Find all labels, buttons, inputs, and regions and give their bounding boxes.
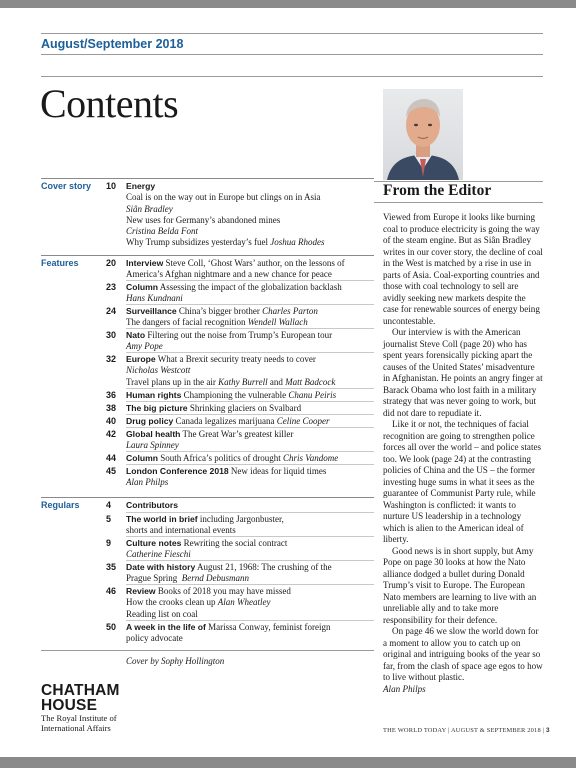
entry-author: Chanu Peiris <box>288 390 337 400</box>
entry-author: Chris Vandome <box>282 453 339 463</box>
page-number: 9 <box>106 538 112 548</box>
editor-photo <box>383 89 463 180</box>
entry-divider <box>126 401 374 402</box>
section-label-cover-story: Cover story <box>41 181 92 191</box>
entry-text: Shrinking glaciers on Svalbard <box>189 403 302 413</box>
entry-kicker: Europe <box>126 354 156 364</box>
entry-conjunction: and <box>269 376 283 387</box>
toc-entry-week-in-the-life[interactable] <box>106 622 376 645</box>
page-number: 20 <box>106 258 117 268</box>
entry-divider <box>126 280 374 281</box>
entry-kicker: Column <box>126 453 158 463</box>
entry-author: Catherine Fieschi <box>126 549 191 560</box>
entry-author: Siân Bradley <box>126 203 173 214</box>
table-of-contents <box>41 0 374 768</box>
toc-entry-europe[interactable] <box>106 354 376 388</box>
editor-heading: From the Editor <box>383 182 492 199</box>
entry-author: Celine Cooper <box>276 416 330 426</box>
logo-subtitle-line: International Affairs <box>41 723 111 733</box>
page-number: 35 <box>106 562 117 572</box>
entry-author: Charles Parton <box>262 306 318 316</box>
entry-text: August 21, 1968: The crushing of the <box>197 562 332 572</box>
entry-author: Hans Kundnani <box>126 293 183 304</box>
toc-entry-interview[interactable] <box>106 258 376 281</box>
issue-date: August/September 2018 <box>41 37 184 51</box>
page-number: 38 <box>106 403 117 413</box>
entry-kicker: Drug policy <box>126 416 174 426</box>
toc-bottom-rule <box>41 650 374 651</box>
toc-entry-surveillance[interactable] <box>106 306 376 329</box>
toc-entry-human-rights[interactable] <box>106 390 376 401</box>
toc-entry-energy[interactable] <box>106 181 376 249</box>
page-number: 42 <box>106 429 117 439</box>
logo-subtitle <box>41 713 141 733</box>
footer-text: THE WORLD TODAY | AUGUST & SEPTEMBER 2018 | <box>383 727 545 734</box>
entry-text: Marissa Conway, feminist foreign <box>208 622 331 632</box>
entry-text: Reading list on coal <box>126 608 198 619</box>
entry-text: South Africa’s politics of drought <box>160 453 281 463</box>
chatham-house-logo <box>41 683 120 713</box>
entry-text: Prague Spring <box>126 573 178 584</box>
entry-divider <box>126 584 374 585</box>
entry-author: Laura Spinney <box>126 440 179 451</box>
entry-author: Wendell Wallach <box>247 317 308 328</box>
entry-divider <box>126 352 374 353</box>
entry-kicker: Energy <box>126 181 156 191</box>
entry-kicker: Culture notes <box>126 538 182 548</box>
cover-credit: Cover by Sophy Hollington <box>126 656 225 666</box>
entry-author: Amy Pope <box>126 341 163 352</box>
logo-subtitle-line: The Royal Institute of <box>41 713 117 723</box>
logo-line: CHATHAM <box>41 682 120 699</box>
entry-text: Travel plans up in the air <box>126 376 216 387</box>
editor-signature: Alan Philps <box>383 683 426 694</box>
entry-kicker: Surveillance <box>126 306 177 316</box>
editor-letter <box>383 212 543 695</box>
toc-entry-nato[interactable] <box>106 330 376 353</box>
entry-kicker: Review <box>126 586 156 596</box>
entry-text: The dangers of facial recognition <box>126 317 246 328</box>
page-number: 30 <box>106 330 117 340</box>
editor-paragraph: Like it or not, the techniques of facial recognition are going to strengthen police forces all over the world – and police states too. We look (page 24) at the contrasting policies of China and the US – the former investing huge sums in what it sees as the guarantee of Communist Party rule, while Washington is conflicted: it wants to nurture US leadership in a technology which is alien to the American ideal of liberty. <box>383 419 542 544</box>
page-number: 5 <box>106 514 112 524</box>
editor-paragraph: Good news is in short supply, but Amy Pope on page 30 looks at how the Nato alliance dodged a bullet during Donald Trump’s visit to Europe. The European Nato members are learning to live with an unreliable ally and to take more responsibility for their defence. <box>383 545 537 625</box>
entry-author: Bernd Debusmann <box>181 573 249 584</box>
toc-entry-column-drought[interactable] <box>106 453 376 464</box>
entry-kicker: Date with history <box>126 562 196 572</box>
page-number: 45 <box>106 466 117 476</box>
entry-text: What a Brexit security treaty needs to cover <box>157 354 316 364</box>
entry-kicker: Contributors <box>126 500 179 510</box>
editor-heading-rule <box>374 202 543 203</box>
section-rule <box>41 255 374 256</box>
entry-text: Why Trump subsidizes yesterday’s fuel <box>126 237 268 248</box>
entry-text: including Jargonbuster, <box>199 514 284 524</box>
entry-text: Filtering out the noise from Trump’s European tour <box>147 330 333 340</box>
entry-author: Kathy Burrell <box>218 376 268 387</box>
entry-text: The Great War’s greatest killer <box>182 429 294 439</box>
page-number: 24 <box>106 306 117 316</box>
entry-author: Alan Wheatley <box>217 597 271 608</box>
entry-divider <box>126 304 374 305</box>
toc-entry-london-conference[interactable] <box>106 466 376 489</box>
editor-paragraph: On page 46 we slow the world down for a moment to allow you to catch up on original and intriguing books of the year so far, from the clash of space age egos to how to live without plastic. <box>383 626 543 682</box>
entry-text: Assessing the impact of the globalization backlash <box>159 282 342 292</box>
editor-paragraph: Our interview is with the American journalist Steve Coll (page 20) who has spent years forensically picking apart the causes of the United States’ misadventure in Afghanistan. He points an angry finger at Barack Obama who lost faith in a military strategy that was never going to work, but did not dare to repudiate it. <box>383 327 543 418</box>
toc-entry-column-globalization[interactable] <box>106 282 376 305</box>
entry-divider <box>126 328 374 329</box>
logo-line: HOUSE <box>41 697 98 714</box>
entry-text: Books of 2018 you may have missed <box>157 586 291 596</box>
toc-entry-culture-notes[interactable] <box>106 538 376 561</box>
entry-divider <box>126 388 374 389</box>
entry-divider <box>126 512 374 513</box>
section-label-features: Features <box>41 258 79 268</box>
entry-text: Coal is on the way out in Europe but clings on in Asia <box>126 192 321 203</box>
entry-kicker: Column <box>126 282 158 292</box>
section-rule <box>41 178 374 179</box>
entry-kicker: London Conference 2018 <box>126 466 229 476</box>
footer-page-number: 3 <box>545 727 550 734</box>
toc-entry-review[interactable] <box>106 586 376 620</box>
entry-divider <box>126 427 374 428</box>
entry-divider <box>126 451 374 452</box>
page-number: 23 <box>106 282 117 292</box>
entry-divider <box>126 620 374 621</box>
entry-author: Alan Philps <box>126 477 169 488</box>
entry-divider <box>126 464 374 465</box>
entry-text: New uses for Germany’s abandoned mines <box>126 214 281 225</box>
entry-kicker: Nato <box>126 330 146 340</box>
toc-entry-big-picture[interactable] <box>106 403 376 414</box>
page-number: 4 <box>106 500 112 510</box>
section-rule <box>41 497 374 498</box>
entry-text: shorts and international events <box>126 525 236 536</box>
page-number: 46 <box>106 586 117 596</box>
entry-kicker: The world in brief <box>126 514 198 524</box>
toc-entry-global-health[interactable] <box>106 429 376 452</box>
entry-text: policy advocate <box>126 633 183 644</box>
toc-entry-world-in-brief[interactable] <box>106 514 376 537</box>
entry-text: New ideas for liquid times <box>230 466 327 476</box>
page-number: 44 <box>106 453 117 463</box>
page-number: 40 <box>106 416 117 426</box>
entry-kicker: The big picture <box>126 403 188 413</box>
entry-kicker: A week in the life of <box>126 622 206 632</box>
entry-text: Steve Coll, ‘Ghost Wars’ author, on the lessons of America’s Afghan nightmare and a new chance for peace <box>126 258 345 280</box>
entry-divider <box>126 536 374 537</box>
toc-entry-contributors[interactable] <box>106 500 376 511</box>
entry-text: Championing the vulnerable <box>183 390 287 400</box>
bottom-bar <box>0 757 576 768</box>
entry-kicker: Global health <box>126 429 181 439</box>
entry-divider <box>126 560 374 561</box>
entry-author: Joshua Rhodes <box>270 237 325 248</box>
entry-kicker: Interview <box>126 258 164 268</box>
toc-entry-drug-policy[interactable] <box>106 416 376 427</box>
page-number: 32 <box>106 354 117 364</box>
entry-text: China’s bigger brother <box>178 306 260 316</box>
entry-author: Matt Badcock <box>285 376 336 387</box>
page-number: 36 <box>106 390 117 400</box>
entry-divider <box>126 414 374 415</box>
toc-entry-date-with-history[interactable] <box>106 562 376 585</box>
editor-portrait-image <box>383 89 463 180</box>
entry-author: Cristina Belda Font <box>126 226 198 237</box>
entry-text: Canada legalizes marijuana <box>175 416 275 426</box>
entry-text: Rewriting the social contract <box>183 538 288 548</box>
page-footer <box>383 727 550 734</box>
page-title: Contents <box>40 81 179 126</box>
entry-author: Nicholas Westcott <box>126 365 191 376</box>
entry-kicker: Human rights <box>126 390 182 400</box>
page-number: 50 <box>106 622 117 632</box>
editor-paragraph: Viewed from Europe it looks like burning coal to produce electricity is going the way of the steam engine. But as Siân Bradley writes in our cover story, the decline of coal in the West is matched by a rise in use in parts of Asia. Coal-exporting countries and those with coal technology to sell are avidly seeking new markets despite the case for renewable sources of energy being uncontestable. <box>383 212 543 326</box>
page-number: 10 <box>106 181 117 191</box>
section-label-regulars: Regulars <box>41 500 80 510</box>
entry-text: How the crooks clean up <box>126 597 216 608</box>
